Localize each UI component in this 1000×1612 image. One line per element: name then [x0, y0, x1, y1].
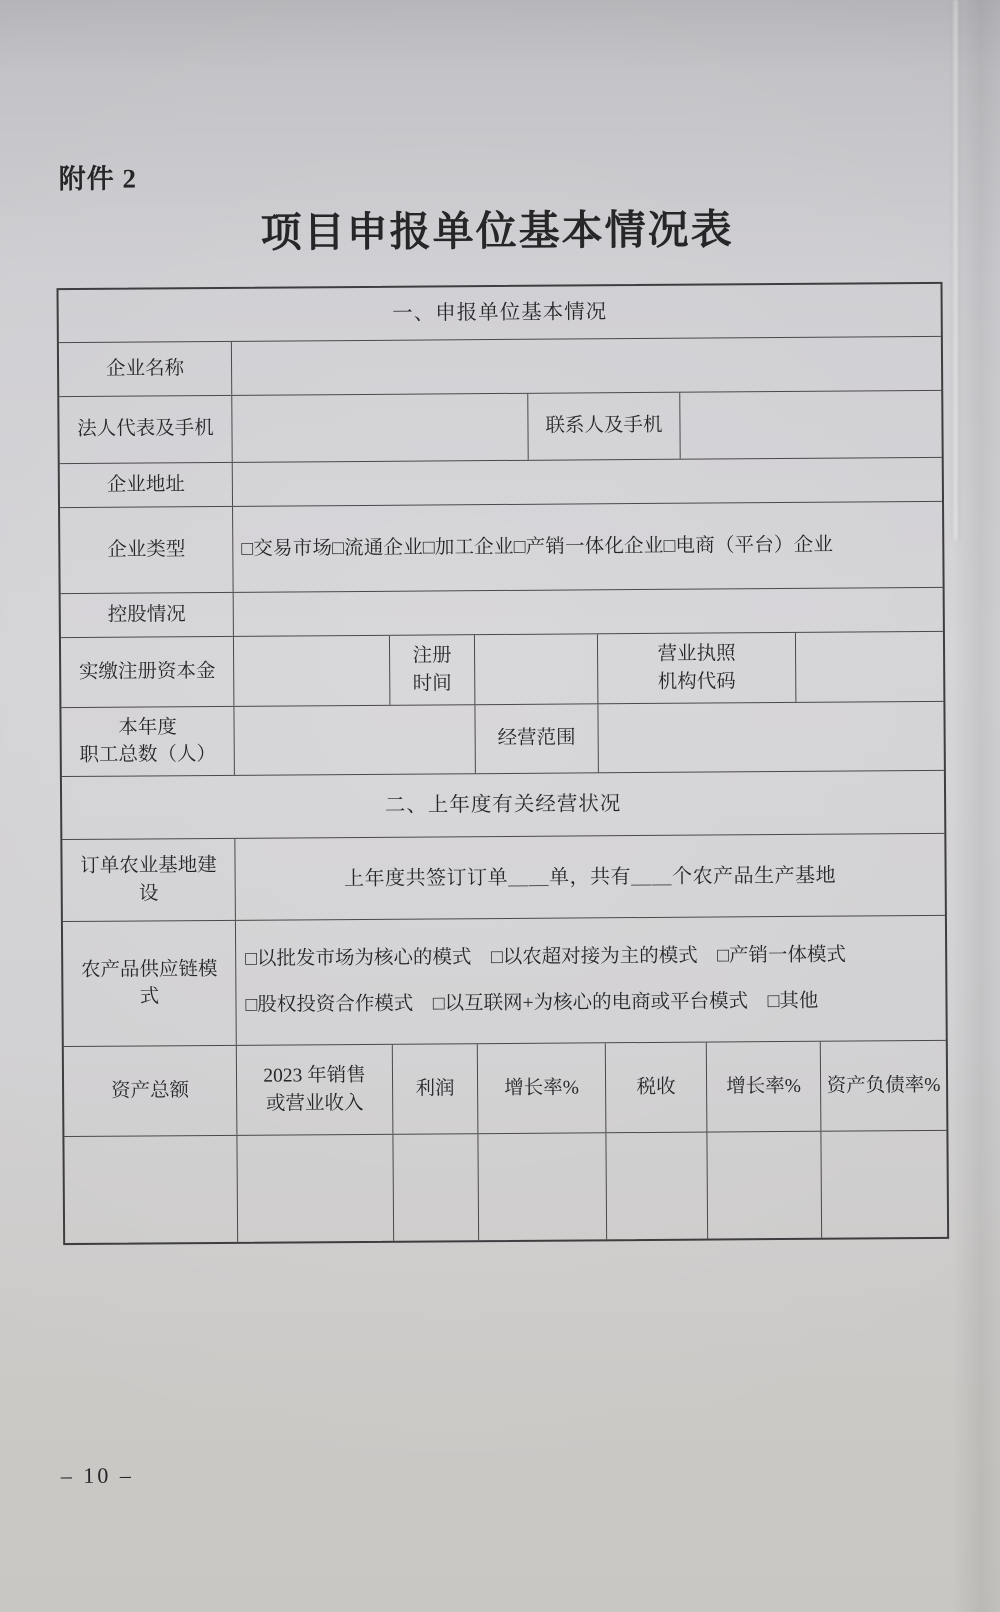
- assets-growth1-value-cell: [478, 1133, 607, 1240]
- row-paid-capital: [61, 632, 943, 708]
- legal-rep-label: 法人代表及手机: [59, 396, 232, 463]
- reg-time-value-cell: [475, 634, 598, 704]
- license-org-code-label: 营业执照 机构代码: [598, 633, 796, 703]
- company-type-label: 企业类型: [60, 507, 234, 593]
- supply-chain-options: □以批发市场为核心的模式 □以农超对接为主的模式 □产销一体模式 □股权投资合作模式 □以互联网+为核心的电商或平台模式 □其他: [245, 944, 847, 1016]
- assets-header-tax: 税收: [606, 1043, 708, 1133]
- row-order-base: [62, 834, 945, 922]
- holding-value-cell: [234, 588, 943, 636]
- assets-header-growth1: 增长率%: [478, 1043, 607, 1133]
- supply-chain-label: 农产品供应链模 式: [63, 921, 237, 1046]
- row-address: [60, 458, 942, 508]
- row-legal-rep: [59, 391, 941, 464]
- row-staff-total: [61, 702, 943, 777]
- assets-profit-value-cell: [393, 1134, 479, 1241]
- contact-label: 联系人及手机: [528, 393, 680, 460]
- legal-rep-value-cell: [232, 394, 528, 462]
- assets-sales-value-cell: [237, 1135, 394, 1242]
- assets-growth2-value-cell: [707, 1132, 822, 1239]
- assets-total-value-cell: [64, 1136, 238, 1243]
- business-scope-label: 经营范围: [475, 704, 598, 773]
- paid-capital-value-cell: [234, 636, 390, 706]
- form-table: [56, 282, 949, 1245]
- contact-value-cell: [680, 391, 941, 459]
- attachment-label: 附件 2: [58, 163, 138, 195]
- staff-total-value-cell: [234, 705, 475, 775]
- row-assets-header: [64, 1041, 947, 1137]
- address-label: 企业地址: [60, 463, 233, 507]
- staff-total-label: 本年度 职工总数（人）: [61, 707, 234, 776]
- row-section1-header: [59, 284, 941, 343]
- assets-tax-value-cell: [606, 1133, 708, 1240]
- order-base-text: 上年度共签订订单＿＿单，共有＿＿个农产品生产基地: [344, 864, 837, 890]
- row-assets-values: [64, 1131, 947, 1243]
- order-base-label: 订单农业基地建 设: [62, 839, 236, 921]
- assets-debt-ratio-value-cell: [821, 1131, 947, 1238]
- row-company-type: [60, 502, 943, 594]
- assets-header-debt-ratio: 资产负债率%: [826, 1074, 941, 1097]
- assets-header-total: 资产总额: [64, 1046, 238, 1136]
- assets-header-sales: 2023 年销售 或营业收入: [237, 1045, 394, 1135]
- holding-label: 控股情况: [61, 593, 234, 637]
- paid-capital-label: 实缴注册资本金: [61, 637, 234, 707]
- row-company-name: [59, 337, 941, 397]
- reg-time-label: 注册 时间: [390, 635, 475, 705]
- company-name-label: 企业名称: [59, 342, 232, 396]
- assets-header-profit: 利润: [393, 1044, 479, 1134]
- page-number: – 10 –: [60, 1462, 134, 1489]
- section1-header: 一、申报单位基本情况: [392, 300, 608, 325]
- company-name-value-cell: [232, 337, 941, 395]
- business-scope-value-cell: [598, 702, 943, 772]
- page-title: 项目申报单位基本情况表: [260, 206, 734, 256]
- section2-header: 二、上年度有关经营状况: [384, 792, 622, 817]
- company-type-options: □交易市场□流通企业□加工企业□产销一体化企业□电商（平台）企业: [241, 534, 834, 560]
- row-holding: [61, 588, 943, 638]
- row-supply-chain: [63, 916, 946, 1047]
- license-org-code-value-cell: [796, 632, 943, 702]
- assets-header-growth2: 增长率%: [707, 1042, 822, 1132]
- address-value-cell: [233, 458, 942, 506]
- row-section2-header: [62, 771, 944, 840]
